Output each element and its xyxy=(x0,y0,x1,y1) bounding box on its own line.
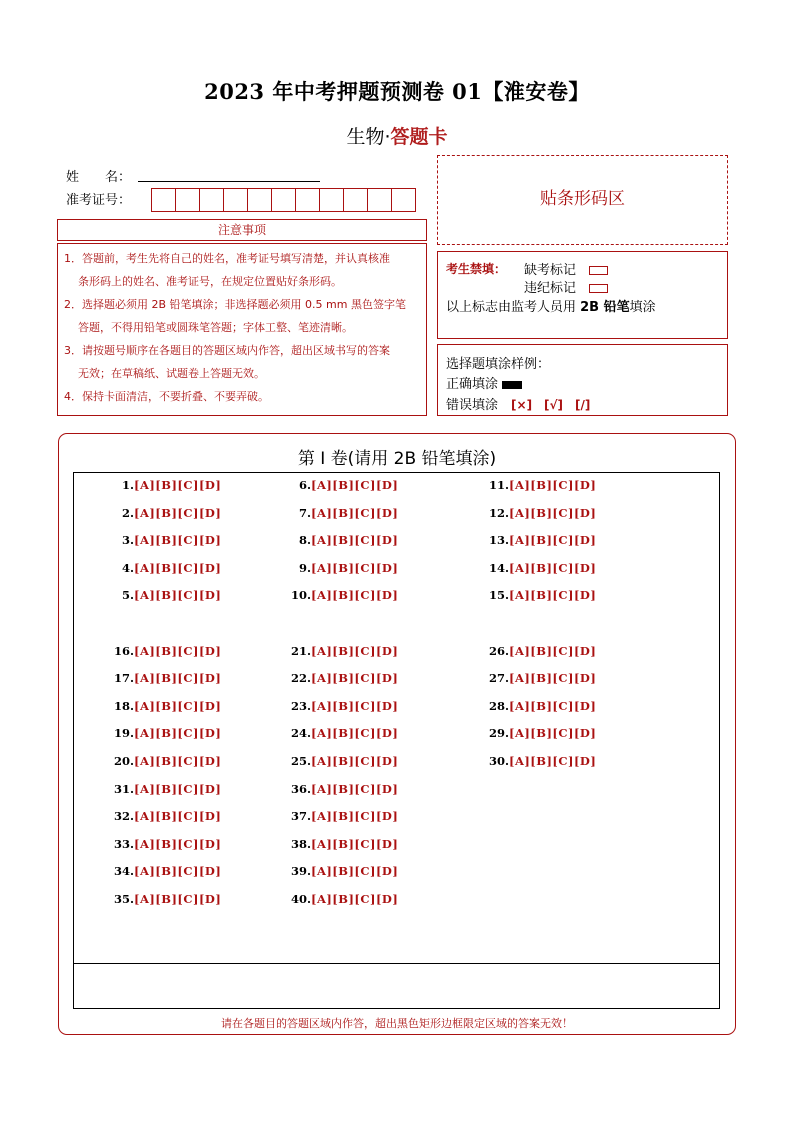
notice-line: 答题，不得用铅笔或圆珠笔答题；字体工整、笔迹清晰。 xyxy=(78,321,353,334)
question-row xyxy=(287,864,398,878)
answer-options[interactable]: [A][B][C][D] xyxy=(509,644,597,658)
question-row xyxy=(110,671,221,685)
answer-options[interactable]: [A][B][C][D] xyxy=(311,561,399,575)
answer-options[interactable]: [A][B][C][D] xyxy=(311,478,399,492)
question-row xyxy=(110,864,221,878)
question-number: 25. xyxy=(290,754,311,768)
question-number: 2. xyxy=(121,506,134,520)
notice-line: 条形码上的姓名、准考证号，在规定位置贴好条形码。 xyxy=(78,275,342,288)
answer-options[interactable]: [A][B][C][D] xyxy=(134,533,222,547)
absent-mark-box[interactable] xyxy=(589,266,608,275)
question-number: 14. xyxy=(488,561,509,575)
section-title: 第 I 卷(请用 2B 铅笔填涂) xyxy=(297,449,497,469)
notice-line: 无效；在草稿纸、试题卷上答题无效。 xyxy=(78,367,265,380)
answer-options[interactable]: [A][B][C][D] xyxy=(134,892,222,906)
answer-options[interactable]: [A][B][C][D] xyxy=(311,892,399,906)
name-field[interactable] xyxy=(138,181,320,182)
question-number: 28. xyxy=(488,699,509,713)
answer-area xyxy=(73,472,720,1009)
question-number: 19. xyxy=(113,726,134,740)
id-digit-box[interactable] xyxy=(391,188,416,212)
answer-options[interactable]: [A][B][C][D] xyxy=(134,588,222,602)
answer-options[interactable]: [A][B][C][D] xyxy=(311,644,399,658)
id-digit-box[interactable] xyxy=(295,188,320,212)
question-row xyxy=(110,809,221,823)
answer-options[interactable]: [A][B][C][D] xyxy=(134,644,222,658)
id-label: 准考证号： xyxy=(66,193,132,208)
id-digit-box[interactable] xyxy=(271,188,296,212)
answer-options[interactable]: [A][B][C][D] xyxy=(311,754,399,768)
question-row xyxy=(110,644,221,658)
question-number: 18. xyxy=(113,699,134,713)
question-number: 3. xyxy=(121,533,134,547)
notice-heading: 注意事项 xyxy=(57,219,427,241)
question-row xyxy=(485,726,596,740)
question-number: 11. xyxy=(488,478,509,492)
id-digit-box[interactable] xyxy=(175,188,200,212)
answer-options[interactable]: [A][B][C][D] xyxy=(311,782,399,796)
question-number: 36. xyxy=(290,782,311,796)
filled-mark xyxy=(502,381,522,389)
notice-line: 3．请按题号顺序在各题目的答题区域内作答，超出区域书写的答案 xyxy=(64,344,390,357)
absent-mark-row xyxy=(524,259,608,278)
answer-options[interactable]: [A][B][C][D] xyxy=(134,754,222,768)
notice-line: 1．答题前，考生先将自己的姓名，准考证号填写清楚，并认真核准 xyxy=(64,252,390,265)
answer-options[interactable]: [A][B][C][D] xyxy=(509,588,597,602)
question-number: 12. xyxy=(488,506,509,520)
question-row xyxy=(485,478,596,492)
answer-options[interactable]: [A][B][C][D] xyxy=(509,561,597,575)
question-number: 40. xyxy=(290,892,311,906)
violation-mark-box[interactable] xyxy=(589,284,608,293)
question-number: 32. xyxy=(113,809,134,823)
notice-line: 2．选择题必须用 2B 铅笔填涂；非选择题必须用 0.5 mm 黑色签字笔 xyxy=(64,298,406,311)
answer-options[interactable]: [A][B][C][D] xyxy=(311,864,399,878)
answer-options[interactable]: [A][B][C][D] xyxy=(134,864,222,878)
question-number: 39. xyxy=(290,864,311,878)
answer-options[interactable]: [A][B][C][D] xyxy=(509,478,597,492)
question-row xyxy=(287,506,398,520)
question-number: 22. xyxy=(290,671,311,685)
question-number: 17. xyxy=(113,671,134,685)
question-row xyxy=(287,561,398,575)
answer-options[interactable]: [A][B][C][D] xyxy=(509,699,597,713)
question-row xyxy=(110,726,221,740)
question-row xyxy=(287,699,398,713)
sample-label: 选择题填涂样例： xyxy=(446,357,551,372)
question-row xyxy=(287,644,398,658)
name-label: 姓 名： xyxy=(66,170,132,185)
answer-divider xyxy=(73,963,720,964)
question-number: 31. xyxy=(113,782,134,796)
notice-box xyxy=(57,243,427,416)
answer-options[interactable]: [A][B][C][D] xyxy=(509,754,597,768)
question-row xyxy=(485,588,596,602)
question-row xyxy=(485,671,596,685)
answer-options[interactable]: [A][B][C][D] xyxy=(509,726,597,740)
id-digit-box[interactable] xyxy=(319,188,344,212)
question-row xyxy=(287,892,398,906)
answer-options[interactable]: [A][B][C][D] xyxy=(509,671,597,685)
answer-options[interactable]: [A][B][C][D] xyxy=(311,699,399,713)
answer-options[interactable]: [A][B][C][D] xyxy=(134,561,222,575)
question-row xyxy=(287,782,398,796)
answer-options[interactable]: [A][B][C][D] xyxy=(134,809,222,823)
forbidden-box xyxy=(437,251,728,339)
answer-options[interactable]: [A][B][C][D] xyxy=(311,588,399,602)
id-digit-box[interactable] xyxy=(151,188,176,212)
answer-options[interactable]: [A][B][C][D] xyxy=(134,478,222,492)
forbidden-note: 以上标志由监考人员用 2B 铅笔填涂 xyxy=(446,300,656,315)
question-row xyxy=(287,726,398,740)
question-number: 6. xyxy=(298,478,311,492)
question-number: 13. xyxy=(488,533,509,547)
question-row xyxy=(287,478,398,492)
question-number: 23. xyxy=(290,699,311,713)
answer-options[interactable]: [A][B][C][D] xyxy=(134,726,222,740)
subtitle xyxy=(0,122,794,149)
id-number-boxes[interactable] xyxy=(151,188,415,212)
answer-options[interactable]: [A][B][C][D] xyxy=(311,837,399,851)
notice-line: 4．保持卡面清洁，不要折叠、不要弄破。 xyxy=(64,390,269,403)
question-number: 24. xyxy=(290,726,311,740)
question-row xyxy=(485,533,596,547)
answer-options[interactable]: [A][B][C][D] xyxy=(509,506,597,520)
footer-note: 请在各题目的答题区域内作答，超出黑色矩形边框限定区域的答案无效！ xyxy=(221,1017,573,1030)
barcode-area: 贴条形码区 xyxy=(437,155,728,245)
question-number: 8. xyxy=(298,533,311,547)
question-row xyxy=(485,644,596,658)
question-row xyxy=(110,533,221,547)
question-row xyxy=(485,561,596,575)
question-row xyxy=(485,754,596,768)
question-number: 20. xyxy=(113,754,134,768)
question-number: 38. xyxy=(290,837,311,851)
id-digit-box[interactable] xyxy=(223,188,248,212)
question-number: 1. xyxy=(121,478,134,492)
answer-options[interactable]: [A][B][C][D] xyxy=(311,506,399,520)
question-number: 29. xyxy=(488,726,509,740)
question-row xyxy=(287,754,398,768)
correct-sample: 正确填涂 xyxy=(446,373,522,392)
answer-options[interactable]: [A][B][C][D] xyxy=(134,699,222,713)
question-row xyxy=(485,506,596,520)
question-number: 37. xyxy=(290,809,311,823)
question-row xyxy=(287,809,398,823)
answer-options[interactable]: [A][B][C][D] xyxy=(311,533,399,547)
question-row xyxy=(287,588,398,602)
answer-options[interactable]: [A][B][C][D] xyxy=(134,506,222,520)
question-row xyxy=(287,837,398,851)
answer-options[interactable]: [A][B][C][D] xyxy=(134,837,222,851)
question-row xyxy=(287,533,398,547)
question-row xyxy=(110,561,221,575)
question-number: 21. xyxy=(290,644,311,658)
question-row xyxy=(110,892,221,906)
page-title: 2023 年中考押题预测卷 01【淮安卷】 xyxy=(204,79,590,104)
answer-options[interactable]: [A][B][C][D] xyxy=(311,809,399,823)
violation-mark-row xyxy=(524,277,608,296)
question-number: 27. xyxy=(488,671,509,685)
question-row xyxy=(110,506,221,520)
question-number: 10. xyxy=(290,588,311,602)
question-number: 7. xyxy=(298,506,311,520)
answer-options[interactable]: [A][B][C][D] xyxy=(134,671,222,685)
answer-options[interactable]: [A][B][C][D] xyxy=(134,782,222,796)
wrong-sample: 错误填涂 [×] [√] [/] xyxy=(446,398,591,413)
subject-label: 生物· xyxy=(346,126,391,148)
question-row xyxy=(485,699,596,713)
question-number: 35. xyxy=(113,892,134,906)
answer-options[interactable]: [A][B][C][D] xyxy=(311,671,399,685)
sample-box xyxy=(437,344,728,416)
question-row xyxy=(110,837,221,851)
question-row xyxy=(110,782,221,796)
wrong-marks: [×] [√] [/] xyxy=(511,398,591,412)
id-digit-box[interactable] xyxy=(247,188,272,212)
card-label: 答题卡 xyxy=(390,126,448,148)
question-row xyxy=(110,588,221,602)
question-row xyxy=(287,671,398,685)
question-number: 15. xyxy=(488,588,509,602)
forbidden-label: 考生禁填： xyxy=(446,262,507,276)
id-digit-box[interactable] xyxy=(343,188,368,212)
absent-mark-label: 缺考标记 xyxy=(524,263,577,278)
question-row xyxy=(110,699,221,713)
answer-options[interactable]: [A][B][C][D] xyxy=(311,726,399,740)
question-row xyxy=(110,754,221,768)
question-number: 33. xyxy=(113,837,134,851)
question-number: 5. xyxy=(121,588,134,602)
answer-options[interactable]: [A][B][C][D] xyxy=(509,533,597,547)
question-number: 26. xyxy=(488,644,509,658)
question-row xyxy=(110,478,221,492)
question-number: 16. xyxy=(113,644,134,658)
question-number: 9. xyxy=(298,561,311,575)
question-number: 34. xyxy=(113,864,134,878)
question-number: 4. xyxy=(121,561,134,575)
question-number: 30. xyxy=(488,754,509,768)
violation-mark-label: 违纪标记 xyxy=(524,281,577,296)
id-digit-box[interactable] xyxy=(199,188,224,212)
id-digit-box[interactable] xyxy=(367,188,392,212)
